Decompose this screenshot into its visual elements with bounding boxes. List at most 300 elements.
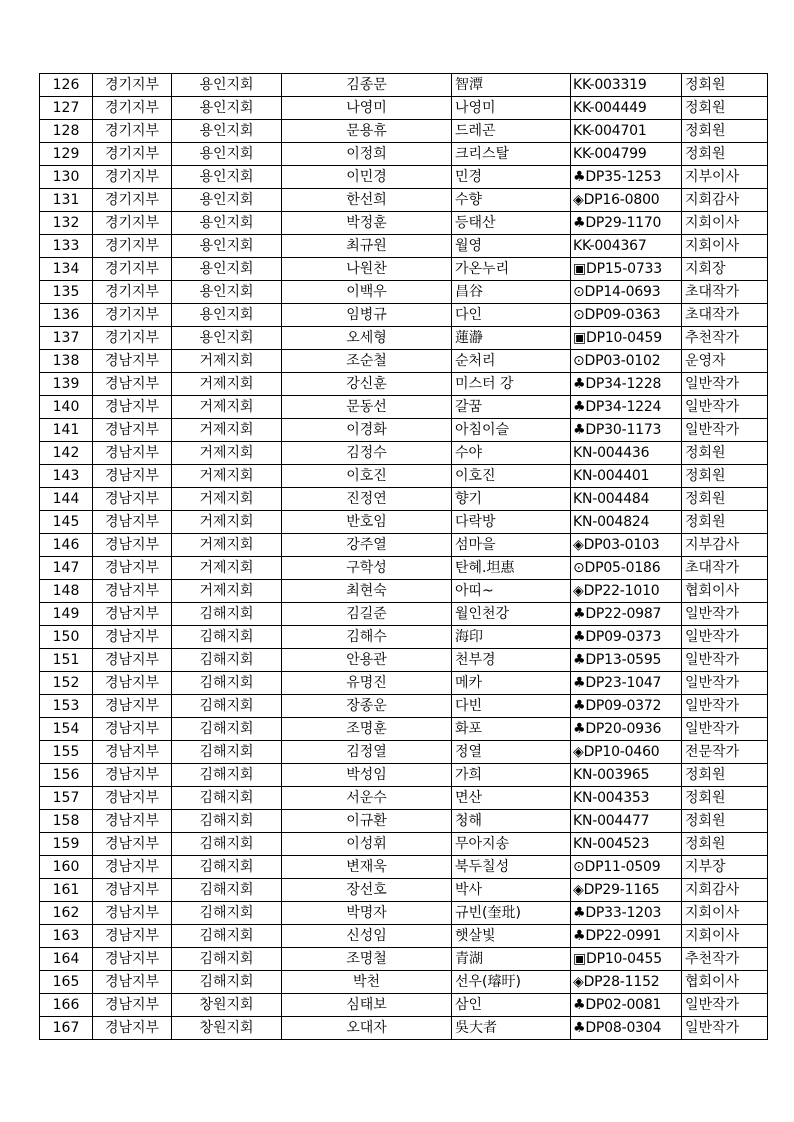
row-number: 167 [40, 1017, 93, 1040]
row-number: 140 [40, 396, 93, 419]
member-name-cell: 조명철 [282, 948, 452, 971]
pen-name-cell: 吳大者 [452, 1017, 571, 1040]
table-row [40, 741, 768, 764]
branch-cell: 경남지부 [93, 672, 172, 695]
member-name-cell: 한선희 [282, 189, 452, 212]
table-row [40, 856, 768, 879]
member-name-cell: 문용휴 [282, 120, 452, 143]
table-row [40, 212, 768, 235]
row-number: 156 [40, 764, 93, 787]
member-name-cell: 임병규 [282, 304, 452, 327]
chapter-cell: 김해지회 [172, 810, 282, 833]
member-id-cell: ▣DP15-0733 [571, 258, 682, 281]
member-id-cell: ◈DP03-0103 [571, 534, 682, 557]
pen-name-cell: 햇살빛 [452, 925, 571, 948]
grade-cell: 정회원 [682, 764, 768, 787]
branch-cell: 경기지부 [93, 304, 172, 327]
branch-cell: 경기지부 [93, 327, 172, 350]
table-row [40, 787, 768, 810]
grade-cell: 정회원 [682, 143, 768, 166]
member-name-cell: 이민경 [282, 166, 452, 189]
pen-name-cell: 蓮瀞 [452, 327, 571, 350]
pen-name-cell: 선우(璿旴) [452, 971, 571, 994]
table-row [40, 810, 768, 833]
chapter-cell: 거제지회 [172, 465, 282, 488]
branch-cell: 경기지부 [93, 143, 172, 166]
pen-name-cell: 등태산 [452, 212, 571, 235]
member-name-cell: 변재욱 [282, 856, 452, 879]
pen-name-cell: 정열 [452, 741, 571, 764]
member-table [39, 73, 768, 1040]
row-number: 127 [40, 97, 93, 120]
member-id-cell: ♣DP22-0991 [571, 925, 682, 948]
table-row [40, 649, 768, 672]
branch-cell: 경기지부 [93, 74, 172, 97]
pen-name-cell: 무아지송 [452, 833, 571, 856]
pen-name-cell: 다빈 [452, 695, 571, 718]
member-id-cell: KN-004477 [571, 810, 682, 833]
member-id-cell: KN-004436 [571, 442, 682, 465]
branch-cell: 경기지부 [93, 258, 172, 281]
grade-cell: 일반작가 [682, 626, 768, 649]
grade-cell: 일반작가 [682, 396, 768, 419]
chapter-cell: 용인지회 [172, 304, 282, 327]
grade-cell: 일반작가 [682, 1017, 768, 1040]
chapter-cell: 거제지회 [172, 373, 282, 396]
branch-cell: 경남지부 [93, 534, 172, 557]
member-name-cell: 이성휘 [282, 833, 452, 856]
chapter-cell: 김해지회 [172, 787, 282, 810]
branch-cell: 경남지부 [93, 879, 172, 902]
chapter-cell: 용인지회 [172, 143, 282, 166]
branch-cell: 경남지부 [93, 810, 172, 833]
pen-name-cell: 갈꿈 [452, 396, 571, 419]
pen-name-cell: 화포 [452, 718, 571, 741]
table-row [40, 1017, 768, 1040]
member-name-cell: 최규원 [282, 235, 452, 258]
grade-cell: 전문작가 [682, 741, 768, 764]
chapter-cell: 김해지회 [172, 902, 282, 925]
member-name-cell: 심태보 [282, 994, 452, 1017]
grade-cell: 지회이사 [682, 925, 768, 948]
row-number: 166 [40, 994, 93, 1017]
branch-cell: 경남지부 [93, 511, 172, 534]
table-row [40, 925, 768, 948]
branch-cell: 경기지부 [93, 189, 172, 212]
branch-cell: 경기지부 [93, 97, 172, 120]
pen-name-cell: 智潭 [452, 74, 571, 97]
table-row [40, 419, 768, 442]
row-number: 129 [40, 143, 93, 166]
chapter-cell: 김해지회 [172, 948, 282, 971]
grade-cell: 초대작가 [682, 304, 768, 327]
member-name-cell: 조명훈 [282, 718, 452, 741]
row-number: 165 [40, 971, 93, 994]
table-row [40, 948, 768, 971]
pen-name-cell: 아침이슬 [452, 419, 571, 442]
branch-cell: 경남지부 [93, 465, 172, 488]
row-number: 141 [40, 419, 93, 442]
row-number: 162 [40, 902, 93, 925]
member-name-cell: 나영미 [282, 97, 452, 120]
table-row [40, 189, 768, 212]
branch-cell: 경기지부 [93, 120, 172, 143]
table-row [40, 235, 768, 258]
pen-name-cell: 월영 [452, 235, 571, 258]
table-row [40, 833, 768, 856]
member-id-cell: ⊙DP11-0509 [571, 856, 682, 879]
row-number: 150 [40, 626, 93, 649]
member-id-cell: ◈DP22-1010 [571, 580, 682, 603]
branch-cell: 경남지부 [93, 488, 172, 511]
chapter-cell: 김해지회 [172, 672, 282, 695]
pen-name-cell: 드레곤 [452, 120, 571, 143]
pen-name-cell: 아띠~ [452, 580, 571, 603]
row-number: 146 [40, 534, 93, 557]
branch-cell: 경남지부 [93, 557, 172, 580]
branch-cell: 경기지부 [93, 235, 172, 258]
branch-cell: 경남지부 [93, 442, 172, 465]
grade-cell: 지회이사 [682, 235, 768, 258]
row-number: 143 [40, 465, 93, 488]
branch-cell: 경남지부 [93, 373, 172, 396]
row-number: 145 [40, 511, 93, 534]
pen-name-cell: 昌谷 [452, 281, 571, 304]
chapter-cell: 거제지회 [172, 580, 282, 603]
grade-cell: 정회원 [682, 810, 768, 833]
member-id-cell: ♣DP34-1224 [571, 396, 682, 419]
row-number: 130 [40, 166, 93, 189]
row-number: 147 [40, 557, 93, 580]
row-number: 128 [40, 120, 93, 143]
chapter-cell: 창원지회 [172, 1017, 282, 1040]
table-row [40, 396, 768, 419]
member-name-cell: 박정훈 [282, 212, 452, 235]
member-id-cell: KK-004799 [571, 143, 682, 166]
grade-cell: 정회원 [682, 511, 768, 534]
table-row [40, 143, 768, 166]
member-name-cell: 서운수 [282, 787, 452, 810]
row-number: 144 [40, 488, 93, 511]
chapter-cell: 김해지회 [172, 833, 282, 856]
member-id-cell: ♣DP34-1228 [571, 373, 682, 396]
pen-name-cell: 이호진 [452, 465, 571, 488]
chapter-cell: 거제지회 [172, 350, 282, 373]
row-number: 153 [40, 695, 93, 718]
member-id-cell: KK-004701 [571, 120, 682, 143]
chapter-cell: 거제지회 [172, 557, 282, 580]
member-name-cell: 반호임 [282, 511, 452, 534]
member-id-cell: KN-004484 [571, 488, 682, 511]
member-name-cell: 김종문 [282, 74, 452, 97]
table-row [40, 350, 768, 373]
chapter-cell: 김해지회 [172, 764, 282, 787]
member-id-cell: ♣DP33-1203 [571, 902, 682, 925]
member-name-cell: 이호진 [282, 465, 452, 488]
chapter-cell: 거제지회 [172, 534, 282, 557]
row-number: 155 [40, 741, 93, 764]
chapter-cell: 김해지회 [172, 971, 282, 994]
member-name-cell: 박성임 [282, 764, 452, 787]
table-row [40, 603, 768, 626]
member-id-cell: ⊙DP05-0186 [571, 557, 682, 580]
table-row [40, 488, 768, 511]
member-id-cell: ▣DP10-0455 [571, 948, 682, 971]
pen-name-cell: 海印 [452, 626, 571, 649]
branch-cell: 경남지부 [93, 971, 172, 994]
member-name-cell: 박천 [282, 971, 452, 994]
pen-name-cell: 삼인 [452, 994, 571, 1017]
pen-name-cell: 다인 [452, 304, 571, 327]
table-row [40, 327, 768, 350]
pen-name-cell: 섬마을 [452, 534, 571, 557]
grade-cell: 추천작가 [682, 327, 768, 350]
grade-cell: 정회원 [682, 442, 768, 465]
chapter-cell: 김해지회 [172, 718, 282, 741]
table-row [40, 74, 768, 97]
member-id-cell: ♣DP09-0373 [571, 626, 682, 649]
pen-name-cell: 탄혜.坦惠 [452, 557, 571, 580]
branch-cell: 경남지부 [93, 718, 172, 741]
member-name-cell: 진정연 [282, 488, 452, 511]
pen-name-cell: 청해 [452, 810, 571, 833]
grade-cell: 일반작가 [682, 373, 768, 396]
member-id-cell: KN-004401 [571, 465, 682, 488]
branch-cell: 경남지부 [93, 396, 172, 419]
chapter-cell: 용인지회 [172, 212, 282, 235]
row-number: 161 [40, 879, 93, 902]
chapter-cell: 김해지회 [172, 695, 282, 718]
row-number: 136 [40, 304, 93, 327]
pen-name-cell: 가희 [452, 764, 571, 787]
branch-cell: 경남지부 [93, 787, 172, 810]
row-number: 160 [40, 856, 93, 879]
table-row [40, 902, 768, 925]
table-row [40, 672, 768, 695]
member-id-cell: KN-004353 [571, 787, 682, 810]
member-id-cell: KN-004523 [571, 833, 682, 856]
row-number: 142 [40, 442, 93, 465]
branch-cell: 경기지부 [93, 281, 172, 304]
chapter-cell: 거제지회 [172, 511, 282, 534]
branch-cell: 경남지부 [93, 994, 172, 1017]
member-id-cell: ⊙DP14-0693 [571, 281, 682, 304]
branch-cell: 경남지부 [93, 350, 172, 373]
chapter-cell: 김해지회 [172, 626, 282, 649]
row-number: 164 [40, 948, 93, 971]
pen-name-cell: 박사 [452, 879, 571, 902]
member-name-cell: 강신훈 [282, 373, 452, 396]
chapter-cell: 거제지회 [172, 442, 282, 465]
row-number: 132 [40, 212, 93, 235]
member-id-cell: ♣DP02-0081 [571, 994, 682, 1017]
member-id-cell: ♣DP23-1047 [571, 672, 682, 695]
member-name-cell: 유명진 [282, 672, 452, 695]
member-name-cell: 오세형 [282, 327, 452, 350]
member-name-cell: 장종운 [282, 695, 452, 718]
member-id-cell: ♣DP22-0987 [571, 603, 682, 626]
member-id-cell: KN-003965 [571, 764, 682, 787]
row-number: 137 [40, 327, 93, 350]
chapter-cell: 용인지회 [172, 120, 282, 143]
table-row [40, 97, 768, 120]
grade-cell: 정회원 [682, 120, 768, 143]
branch-cell: 경남지부 [93, 764, 172, 787]
chapter-cell: 용인지회 [172, 281, 282, 304]
chapter-cell: 용인지회 [172, 235, 282, 258]
member-name-cell: 오대자 [282, 1017, 452, 1040]
member-name-cell: 안용관 [282, 649, 452, 672]
branch-cell: 경기지부 [93, 166, 172, 189]
pen-name-cell: 순처리 [452, 350, 571, 373]
grade-cell: 지회이사 [682, 902, 768, 925]
row-number: 133 [40, 235, 93, 258]
table-row [40, 718, 768, 741]
table-row [40, 281, 768, 304]
member-name-cell: 이백우 [282, 281, 452, 304]
member-id-cell: ♣DP09-0372 [571, 695, 682, 718]
member-id-cell: ⊙DP03-0102 [571, 350, 682, 373]
table-row [40, 442, 768, 465]
table-row [40, 557, 768, 580]
table-row [40, 465, 768, 488]
pen-name-cell: 青湖 [452, 948, 571, 971]
chapter-cell: 김해지회 [172, 879, 282, 902]
pen-name-cell: 북두칠성 [452, 856, 571, 879]
branch-cell: 경남지부 [93, 902, 172, 925]
member-name-cell: 김길준 [282, 603, 452, 626]
pen-name-cell: 월인천강 [452, 603, 571, 626]
table-row [40, 971, 768, 994]
grade-cell: 추천작가 [682, 948, 768, 971]
chapter-cell: 용인지회 [172, 74, 282, 97]
table-row [40, 764, 768, 787]
member-name-cell: 구학성 [282, 557, 452, 580]
grade-cell: 정회원 [682, 74, 768, 97]
chapter-cell: 용인지회 [172, 189, 282, 212]
member-id-cell: ◈DP10-0460 [571, 741, 682, 764]
grade-cell: 일반작가 [682, 672, 768, 695]
branch-cell: 경남지부 [93, 649, 172, 672]
grade-cell: 지부이사 [682, 166, 768, 189]
pen-name-cell: 수야 [452, 442, 571, 465]
row-number: 134 [40, 258, 93, 281]
branch-cell: 경남지부 [93, 925, 172, 948]
table-row [40, 166, 768, 189]
table-row [40, 258, 768, 281]
chapter-cell: 용인지회 [172, 166, 282, 189]
chapter-cell: 거제지회 [172, 488, 282, 511]
member-id-cell: KK-004367 [571, 235, 682, 258]
grade-cell: 정회원 [682, 488, 768, 511]
grade-cell: 지회감사 [682, 189, 768, 212]
grade-cell: 정회원 [682, 97, 768, 120]
chapter-cell: 용인지회 [172, 327, 282, 350]
table-row [40, 879, 768, 902]
row-number: 158 [40, 810, 93, 833]
member-id-cell: ⊙DP09-0363 [571, 304, 682, 327]
pen-name-cell: 다락방 [452, 511, 571, 534]
branch-cell: 경남지부 [93, 856, 172, 879]
chapter-cell: 김해지회 [172, 856, 282, 879]
member-name-cell: 박명자 [282, 902, 452, 925]
member-id-cell: ♣DP20-0936 [571, 718, 682, 741]
grade-cell: 운영자 [682, 350, 768, 373]
member-name-cell: 문동선 [282, 396, 452, 419]
branch-cell: 경남지부 [93, 833, 172, 856]
member-id-cell: KK-003319 [571, 74, 682, 97]
row-number: 149 [40, 603, 93, 626]
member-id-cell: ♣DP30-1173 [571, 419, 682, 442]
branch-cell: 경기지부 [93, 212, 172, 235]
branch-cell: 경남지부 [93, 603, 172, 626]
chapter-cell: 용인지회 [172, 97, 282, 120]
member-name-cell: 김해수 [282, 626, 452, 649]
table-row [40, 534, 768, 557]
branch-cell: 경남지부 [93, 948, 172, 971]
pen-name-cell: 향기 [452, 488, 571, 511]
member-id-cell: ♣DP13-0595 [571, 649, 682, 672]
row-number: 154 [40, 718, 93, 741]
member-id-cell: ♣DP29-1170 [571, 212, 682, 235]
table-row [40, 304, 768, 327]
member-name-cell: 김정열 [282, 741, 452, 764]
member-id-cell: ▣DP10-0459 [571, 327, 682, 350]
grade-cell: 일반작가 [682, 419, 768, 442]
grade-cell: 지회이사 [682, 212, 768, 235]
pen-name-cell: 크리스탈 [452, 143, 571, 166]
grade-cell: 지부감사 [682, 534, 768, 557]
branch-cell: 경남지부 [93, 1017, 172, 1040]
grade-cell: 초대작가 [682, 557, 768, 580]
grade-cell: 일반작가 [682, 994, 768, 1017]
row-number: 159 [40, 833, 93, 856]
member-id-cell: ♣DP35-1253 [571, 166, 682, 189]
member-id-cell: ◈DP29-1165 [571, 879, 682, 902]
row-number: 135 [40, 281, 93, 304]
table-row [40, 120, 768, 143]
grade-cell: 정회원 [682, 465, 768, 488]
table-row [40, 626, 768, 649]
row-number: 157 [40, 787, 93, 810]
row-number: 151 [40, 649, 93, 672]
grade-cell: 지회감사 [682, 879, 768, 902]
member-name-cell: 이정희 [282, 143, 452, 166]
branch-cell: 경남지부 [93, 695, 172, 718]
member-name-cell: 김정수 [282, 442, 452, 465]
pen-name-cell: 가온누리 [452, 258, 571, 281]
member-table-body [40, 74, 768, 1040]
chapter-cell: 김해지회 [172, 603, 282, 626]
pen-name-cell: 규빈(奎玭) [452, 902, 571, 925]
chapter-cell: 거제지회 [172, 396, 282, 419]
grade-cell: 정회원 [682, 787, 768, 810]
member-name-cell: 신성임 [282, 925, 452, 948]
pen-name-cell: 미스터 강 [452, 373, 571, 396]
grade-cell: 협회이사 [682, 580, 768, 603]
chapter-cell: 거제지회 [172, 419, 282, 442]
table-row [40, 695, 768, 718]
table-row [40, 994, 768, 1017]
row-number: 163 [40, 925, 93, 948]
member-name-cell: 이경화 [282, 419, 452, 442]
chapter-cell: 용인지회 [172, 258, 282, 281]
member-name-cell: 최현숙 [282, 580, 452, 603]
pen-name-cell: 나영미 [452, 97, 571, 120]
row-number: 126 [40, 74, 93, 97]
member-id-cell: ◈DP28-1152 [571, 971, 682, 994]
member-name-cell: 강주열 [282, 534, 452, 557]
